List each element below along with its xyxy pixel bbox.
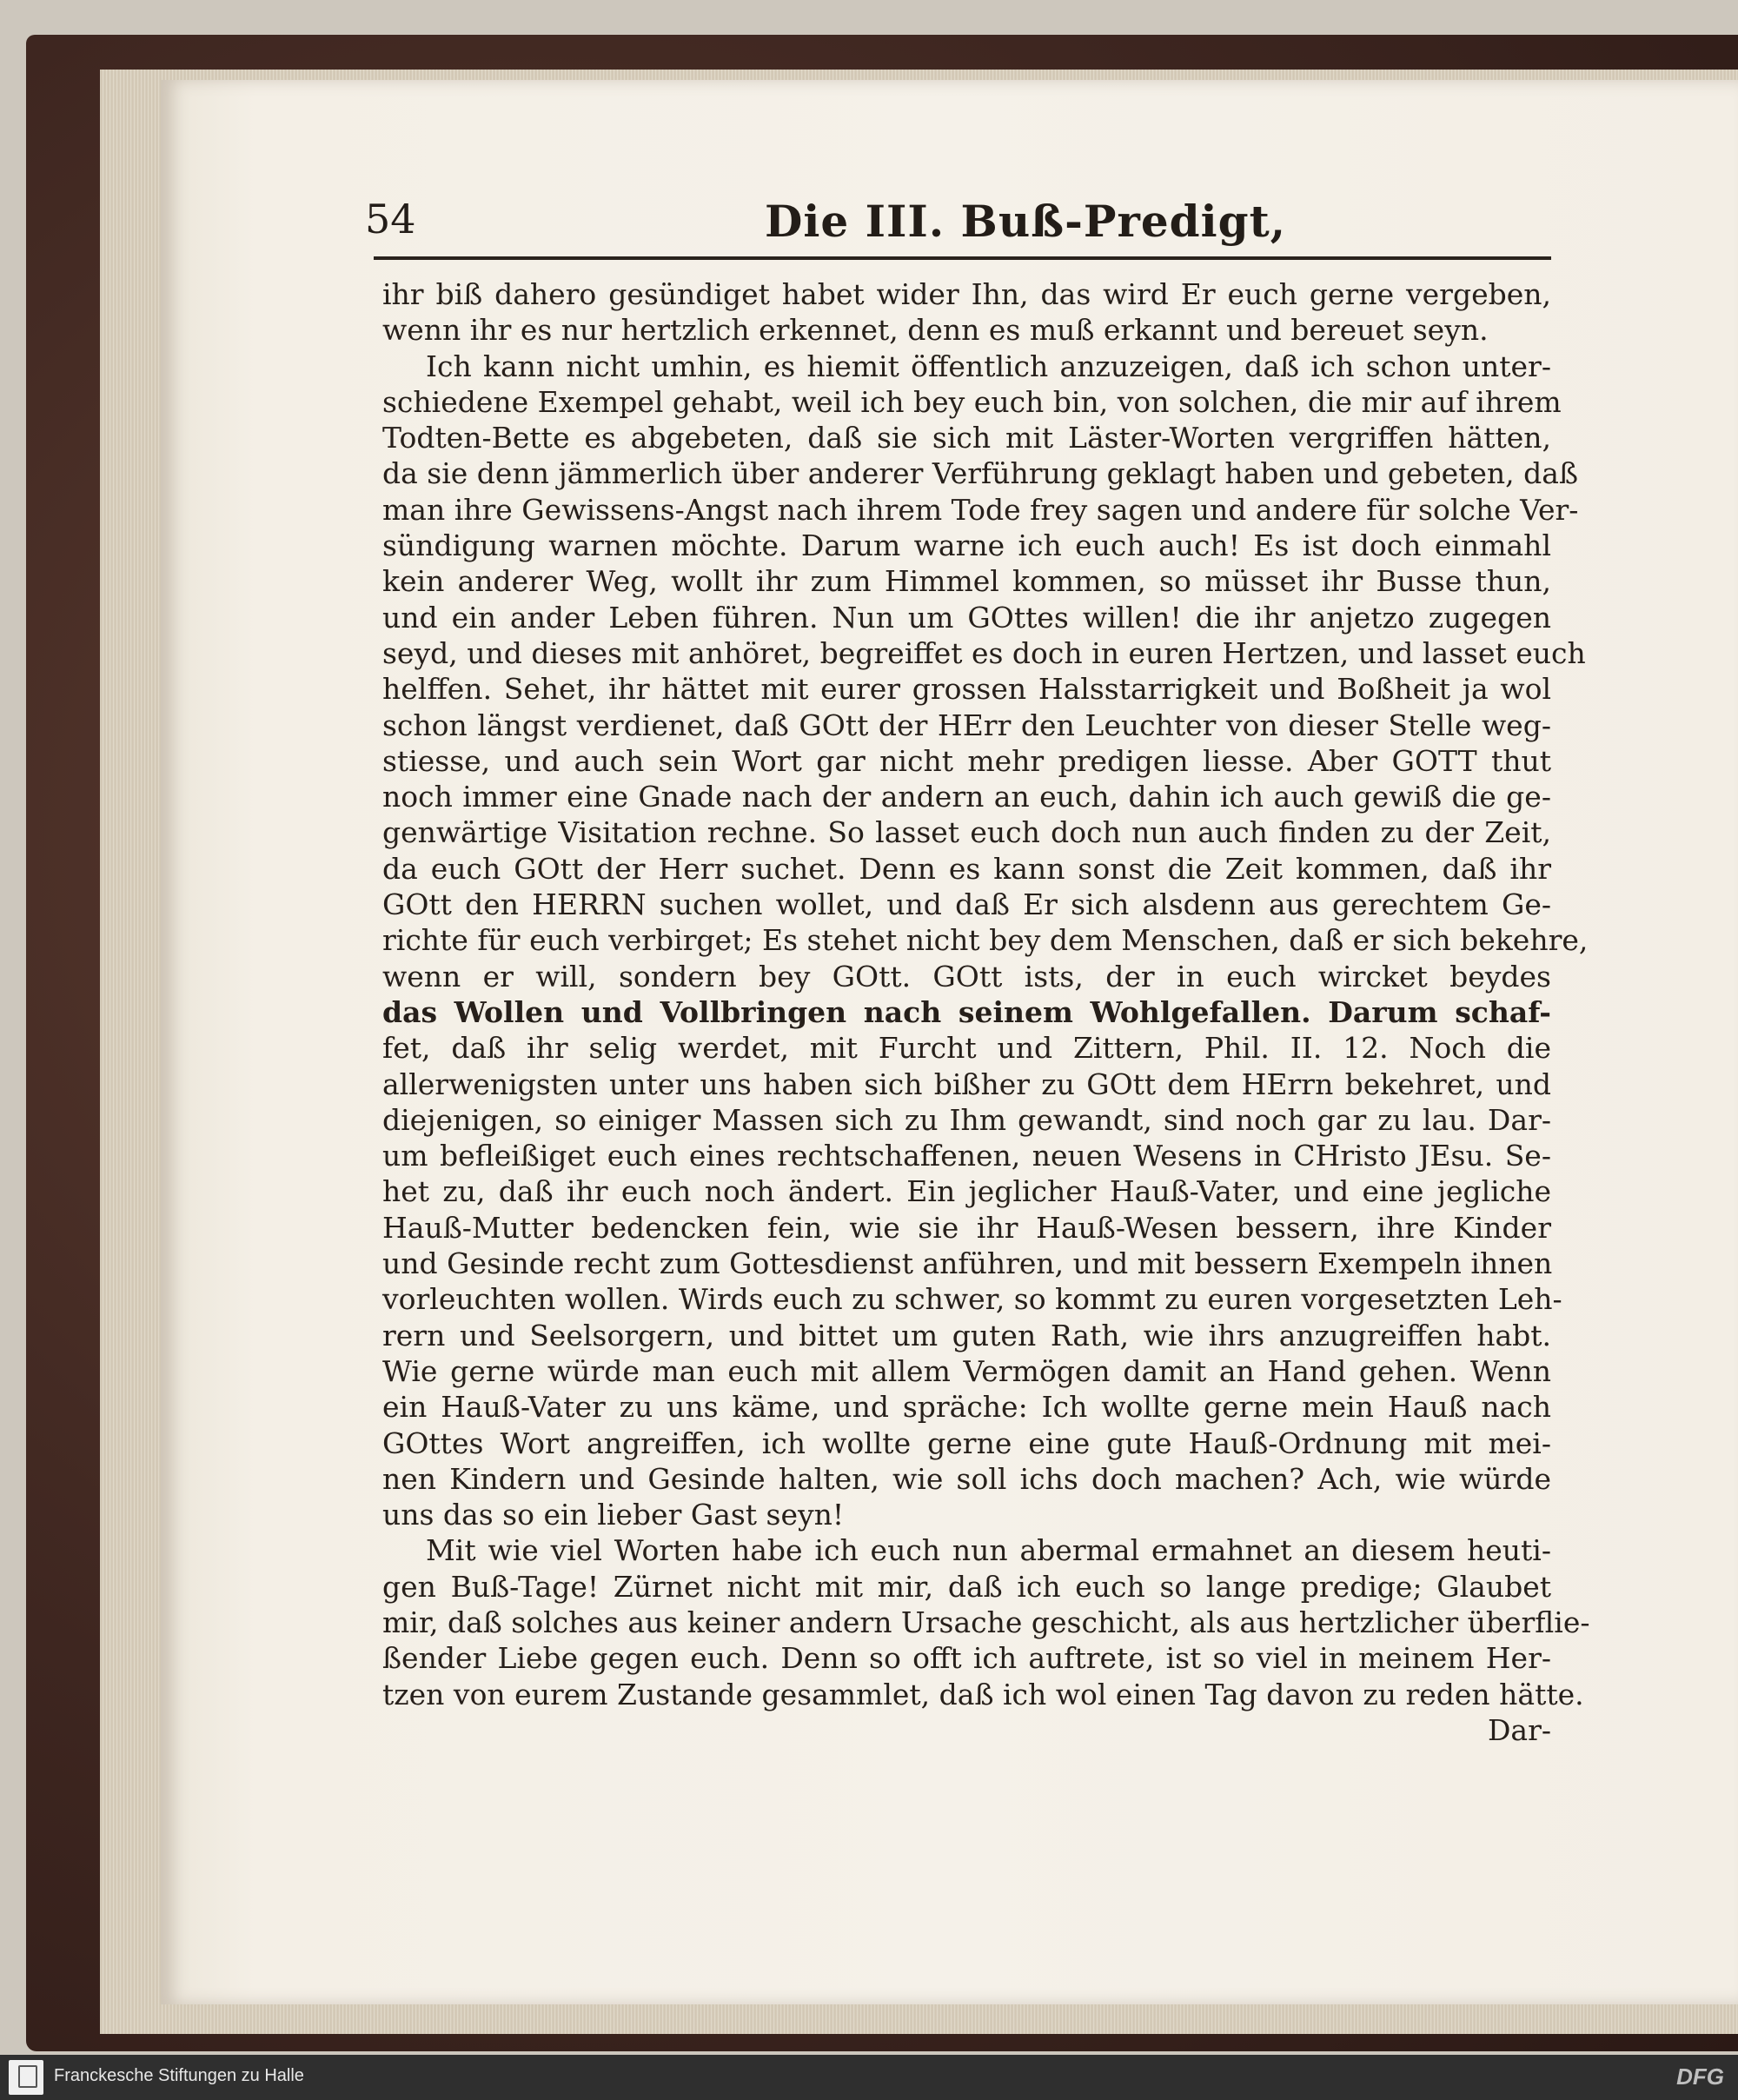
text-line: nen Kindern und Gesinde halten, wie soll ichs doch machen? Ach, wie würde: [382, 1461, 1551, 1496]
text-line: seyd, und dieses mit anhöret, begreiffet es doch in euren Hertzen, und lasset euch: [382, 635, 1586, 670]
text-line: GOtt den HERRN suchen wollet, und daß Er sich alsdenn aus gerechtem Ge-: [382, 887, 1551, 922]
text-line: mir, daß solches aus keiner andern Ursache geschicht, als aus hertzlicher überflie-: [382, 1605, 1590, 1639]
text-line: da euch GOtt der Herr suchet. Denn es kann sonst die Zeit kommen, daß ihr: [382, 851, 1551, 886]
text-line: het zu, daß ihr euch noch ändert. Ein jeglicher Hauß-Vater, und eine jegliche: [382, 1174, 1551, 1209]
text-line: kein anderer Weg, wollt ihr zum Himmel kommen, so müsset ihr Busse thun,: [382, 564, 1551, 599]
text-line: genwärtige Visitation rechne. So lasset euch doch nun auch finden zu der Zeit,: [382, 815, 1551, 850]
text-line: diejenigen, so einiger Massen sich zu Ihm gewandt, sind noch gar zu lau. Dar-: [382, 1102, 1551, 1137]
text-line: ein Hauß-Vater zu uns käme, und spräche: Ich wollte gerne mein Hauß nach: [382, 1390, 1551, 1425]
text-line: Mit wie viel Worten habe ich euch nun abermal ermahnet an diesem heuti-: [426, 1533, 1551, 1568]
text-line: gen Buß-Tage! Zürnet nicht mit mir, daß ich euch so lange predige; Glaubet: [382, 1569, 1551, 1604]
text-line: rern und Seelsorgern, und bittet um guten Rath, wie ihrs anzugreiffen habt.: [382, 1318, 1551, 1352]
text-line: tzen von eurem Zustande gesammlet, daß ich wol einen Tag davon zu reden hätte.: [382, 1677, 1584, 1711]
text-line: schon längst verdienet, daß GOtt der HErr den Leuchter von dieser Stelle weg-: [382, 708, 1551, 742]
text-line-emphasis: das Wollen und Vollbringen nach seinem Wohlgefallen. Darum schaf-: [382, 994, 1551, 1029]
text-line: schiedene Exempel gehabt, weil ich bey euch bin, von solchen, die mir auf ihrem: [382, 384, 1562, 419]
text-line: allerwenigsten unter uns haben sich bißher zu GOtt dem HErrn bekehret, und: [382, 1067, 1551, 1101]
text-line: ßender Liebe gegen euch. Denn so offt ich auftrete, ist so viel in meinem Her-: [382, 1641, 1551, 1676]
text-line: und ein ander Leben führen. Nun um GOttes willen! die ihr anjetzo zugegen: [382, 600, 1551, 635]
text-line: vorleuchten wollen. Wirds euch zu schwer, so kommt zu euren vorgesetzten Leh-: [382, 1282, 1562, 1317]
institution-logo-icon: [9, 2060, 43, 2095]
text-line: Hauß-Mutter bedencken fein, wie sie ihr Hauß-Wesen bessern, ihre Kinder: [382, 1210, 1551, 1245]
page-title: Die III. Buß-Predigt,: [765, 196, 1287, 247]
text-line: stiesse, und auch sein Wort gar nicht mehr predigen liesse. Aber GOTT thut: [382, 743, 1551, 778]
text-line: Wie gerne würde man euch mit allem Vermögen damit an Hand gehen. Wenn: [382, 1353, 1551, 1388]
text-line: wenn ihr es nur hertzlich erkennet, denn es muß erkannt und bereuet seyn.: [382, 313, 1489, 348]
viewer-footer: [0, 2055, 1738, 2100]
page-number: 54: [365, 196, 416, 243]
text-line: GOttes Wort angreiffen, ich wollte gerne eine gute Hauß-Ordnung mit mei-: [382, 1425, 1551, 1460]
text-line: uns das so ein lieber Gast seyn!: [382, 1498, 845, 1532]
text-line: sündigung warnen möchte. Darum warne ich euch auch! Es ist doch einmahl: [382, 528, 1551, 563]
text-line: noch immer eine Gnade nach der andern an euch, dahin ich auch gewiß die ge-: [382, 780, 1551, 814]
text-line: richte für euch verbirget; Es stehet nicht bey dem Menschen, daß er sich bekehre,: [382, 923, 1589, 958]
catchword: Dar-: [1487, 1712, 1551, 1747]
text-line: da sie denn jämmerlich über anderer Verführung geklagt haben und gebeten, daß: [382, 456, 1578, 491]
text-line: helffen. Sehet, ihr hättet mit eurer grossen Halsstarrigkeit und Boßheit ja wol: [382, 672, 1551, 707]
text-line: Todten-Bette es abgebeten, daß sie sich mit Läster-Worten vergriffen hätten,: [382, 421, 1551, 455]
header-rule: [374, 256, 1551, 260]
body-text: [382, 276, 1590, 1748]
running-head: [365, 196, 1551, 265]
text-line: wenn er will, sondern bey GOtt. GOtt ists, der in euch wircket beydes: [382, 959, 1551, 994]
dfg-logo: DFG: [1676, 2063, 1724, 2090]
text-line: Ich kann nicht umhin, es hiemit öffentlich anzuzeigen, daß ich schon unter-: [426, 349, 1551, 383]
text-line: und Gesinde recht zum Gottesdienst anführen, und mit bessern Exempeln ihnen: [382, 1246, 1553, 1281]
text-line: man ihre Gewissens-Angst nach ihrem Tode frey sagen und andere für solche Ver-: [382, 492, 1579, 527]
text-line: um befleißiget euch eines rechtschaffenen, neuen Wesens in CHristo JEsu. Se-: [382, 1139, 1551, 1173]
institution-name: Franckesche Stiftungen zu Halle: [54, 2066, 304, 2085]
text-line: fet, daß ihr selig werdet, mit Furcht und Zittern, Phil. II. 12. Noch die: [382, 1031, 1551, 1066]
text-line: ihr biß dahero gesündiget habet wider Ihn, das wird Er euch gerne vergeben,: [382, 277, 1551, 311]
